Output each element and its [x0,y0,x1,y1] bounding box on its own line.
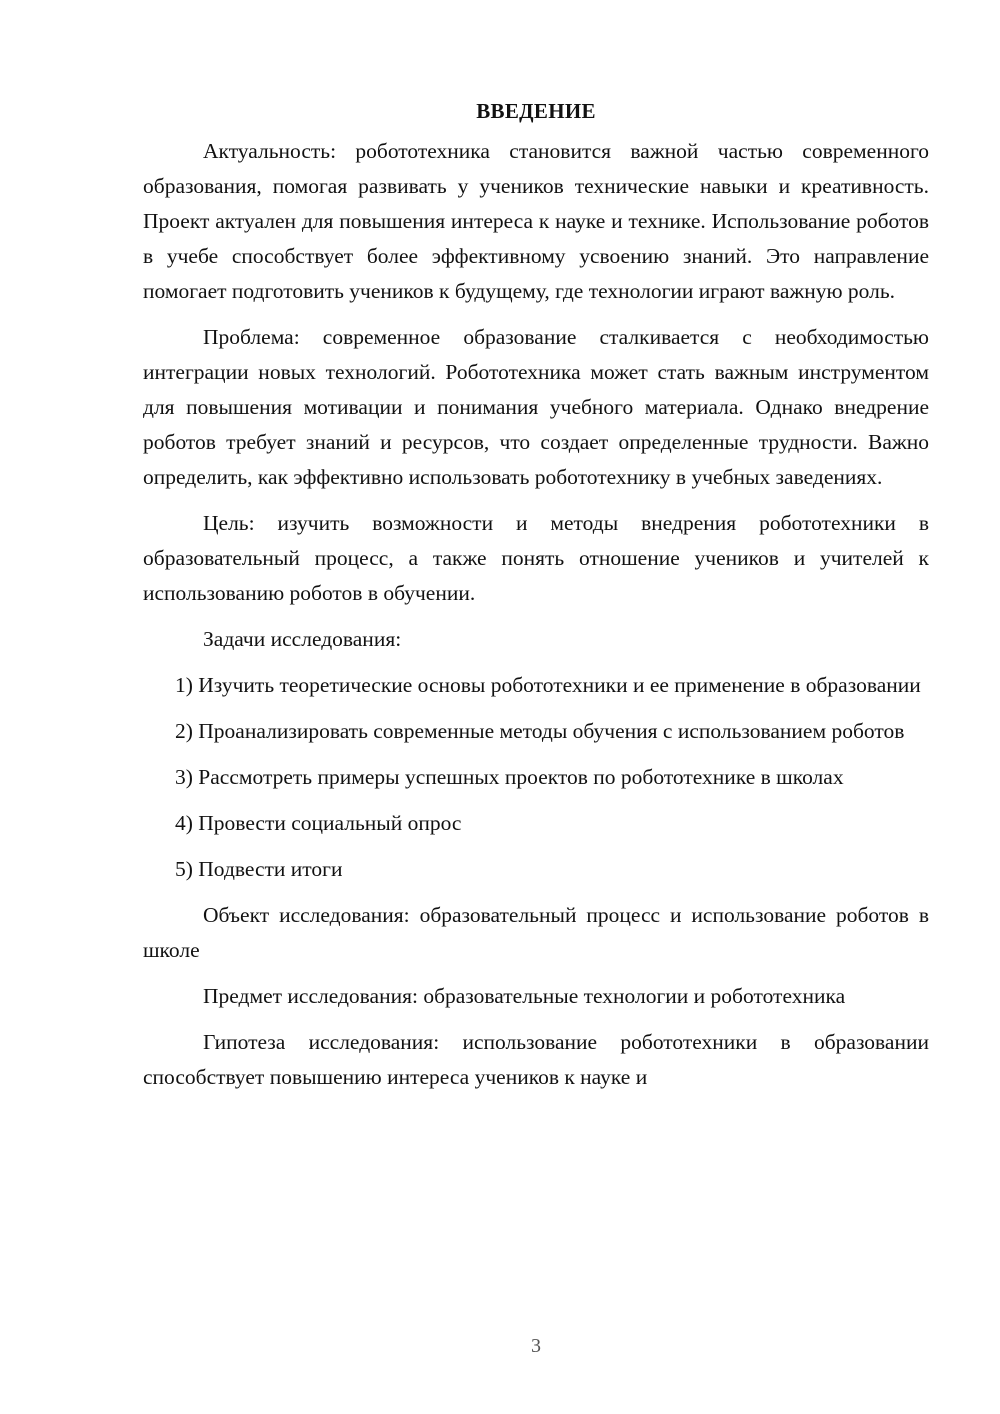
paragraph-tasks-heading: Задачи исследования: [203,627,402,651]
task-item-3: 3) Рассмотреть примеры успешных проектов по робототехнике в школах [175,765,844,789]
section-title: ВВЕДЕНИЕ [476,99,596,123]
paragraph-problem: Проблема: современное образование сталкивается с необходимостью интеграции новых технологий. Робототехника может стать важным инструментом для повышения мотивации и понимания учебного материала. Однако внедрение роботов требует знаний и ресурсов, что создает определенные трудности. Важно определить, как эффективно использовать робототехнику в учебных заведениях. [143,325,929,489]
paragraph-hypothesis: Гипотеза исследования: использование робототехники в образовании способствует повышению интереса учеников к науке и [143,1030,929,1089]
paragraph-goal: Цель: изучить возможности и методы внедрения робототехники в образовательный процесс, а также понять отношение учеников и учителей к использованию роботов в обучении. [143,511,929,605]
paragraph-relevance: Актуальность: робототехника становится важной частью современного образования, помогая развивать у учеников технические навыки и креативность. Проект актуален для повышения интереса к науке и технике. Использование роботов в учебе способствует более эффективному усвоению знаний. Это направление помогает подготовить учеников к будущему, где технологии играют важную роль. [143,139,929,303]
page-number: 3 [531,1335,541,1357]
task-item-4: 4) Провести социальный опрос [175,811,462,835]
task-item-2: 2) Проанализировать современные методы обучения с использованием роботов [175,719,905,743]
document-body [143,96,929,1106]
paragraph-object: Объект исследования: образовательный процесс и использование роботов в школе [143,903,929,962]
task-item-1: 1) Изучить теоретические основы робототехники и ее применение в образовании [175,673,921,697]
paragraph-subject: Предмет исследования: образовательные технологии и робототехника [203,984,846,1008]
task-item-5: 5) Подвести итоги [175,857,343,881]
